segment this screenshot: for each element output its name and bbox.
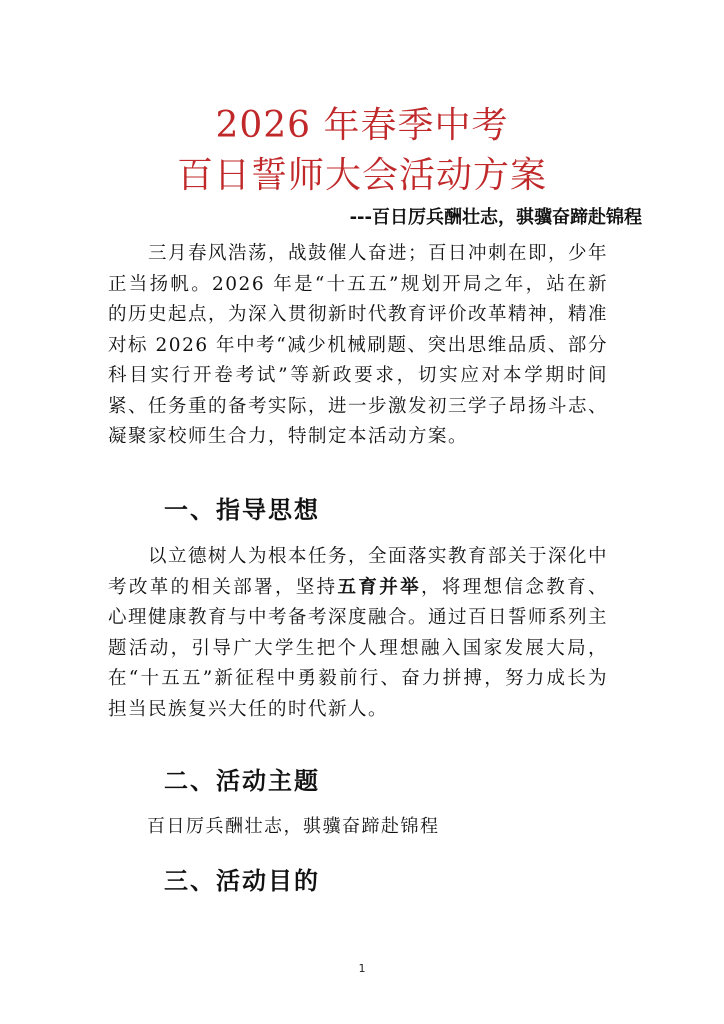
intro-paragraph-text: 三月春风浩荡，战鼓催人奋进；百日冲刺在即，少年正当扬帆。2026 年是“十五五”规划开局之年，站在新的历史起点，为深入贯彻新时代教育评价改革精神，精准对标 2026 年中考“减少机械刷题、突出思维品质、部分科目实行开卷考试”等新政要求，切实应对本学期时间紧、任务重的备考实际，进一步激发初三学子昂扬斗志、凝聚家校师生合力，特制定本活动方案。 [108,243,609,447]
guiding-text-part1: 以立德树人为根本任务，全面落实教育部关于深化中考改革的相关部署，坚持 [108,546,609,598]
document-title-line2: 百日誓师大会活动方案 [176,155,547,196]
intro-paragraph [108,239,608,453]
activity-theme-text: 百日厉兵酬壮志，骐骥奋蹄赴锦程 [147,816,440,837]
guiding-text-part2: ，将理想信念教育、心理健康教育与中考备考深度融合。通过百日誓师系列主题活动，引导广大学生把个人理想融入国家发展大局，在“十五五”新征程中勇毅前行、奋力拼搏，努力成长为担当民族复兴大任的时代新人。 [108,576,609,720]
page-number: 1 [358,962,366,975]
document-subtitle: ---百日厉兵酬壮志，骐骥奋蹄赴锦程 [349,207,642,228]
guiding-ideology-paragraph [108,542,608,725]
document-title-line1: 2026 年春季中考 [215,105,509,146]
guiding-text-bold: 五育并举 [337,576,422,598]
section-heading-activity-purpose: 三、活动目的 [164,867,320,895]
section-heading-activity-theme: 二、活动主题 [164,767,320,795]
section-heading-guiding-ideology: 一、指导思想 [164,496,320,524]
